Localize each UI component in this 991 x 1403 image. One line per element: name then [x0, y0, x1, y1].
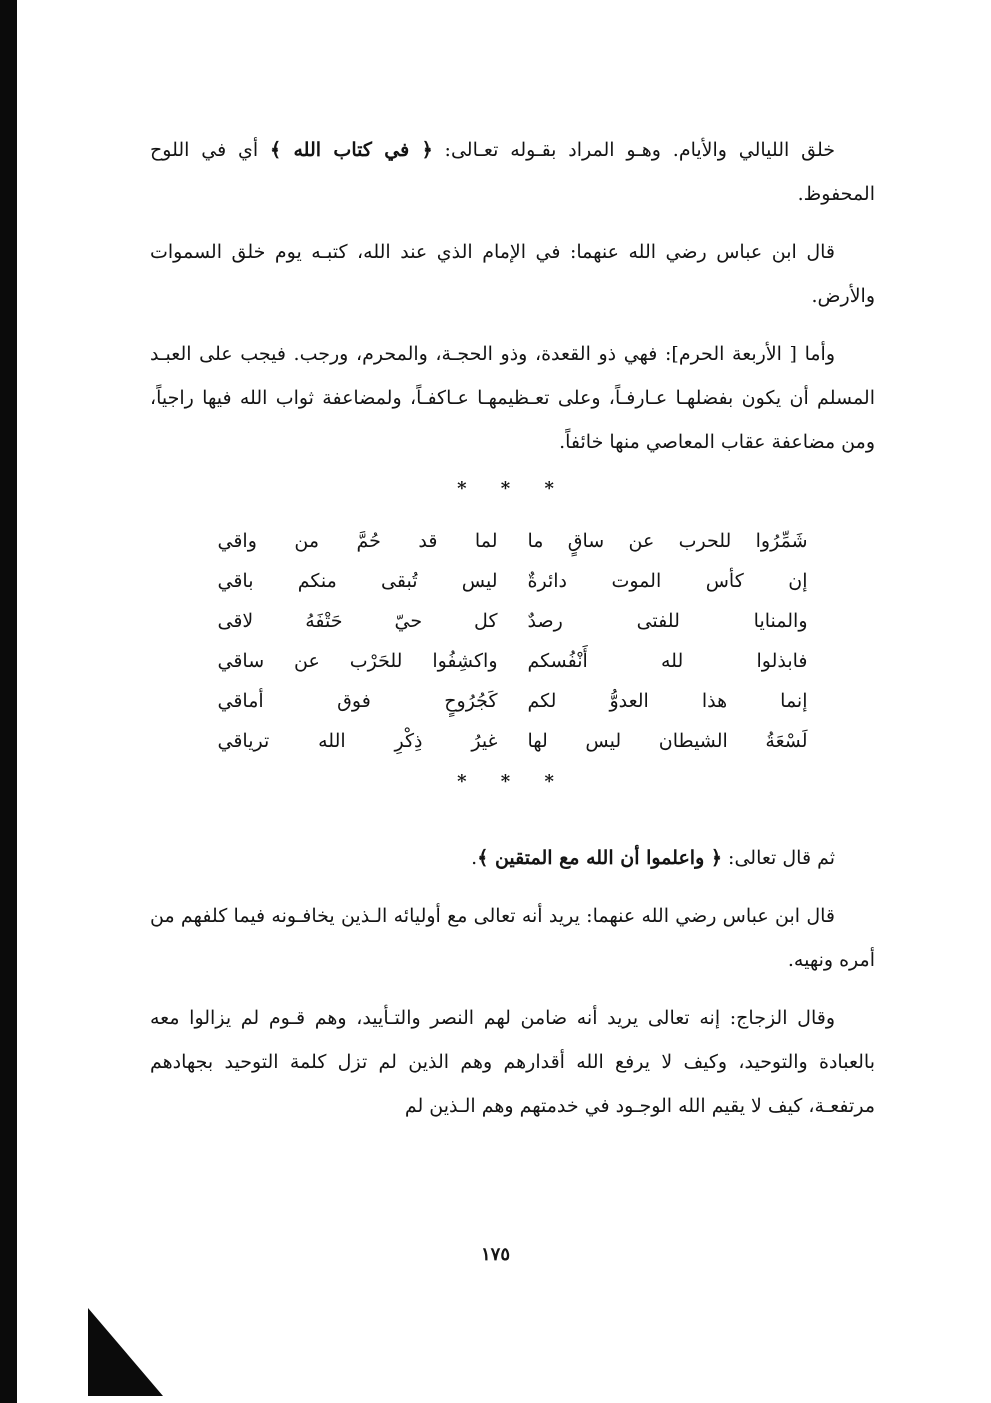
separator-stars: * * * — [457, 771, 568, 792]
verse-first-half: شَمِّرُوا للحرب عن ساقٍ ما — [527, 530, 808, 552]
paragraph-sacred-months: وأما [ الأربعة الحرم]: فهي ذو القعدة، وذو الحجـة، والمحرم، ورجب. فيجب على العبـد المسلم أن يكون بفضلهـا عـارفـاً، وعلى تعـظيمهـا عـاكفـاً، ولمضاعفة ثواب الله فيها راجياً، ومن مضاعفة عقاب المعاصي منها خائفاً. — [150, 343, 875, 453]
page-number: ١٧٥ — [480, 1244, 510, 1265]
quran-quote: ﴿ في كتاب الله ﴾ — [269, 139, 433, 161]
paragraph-muttaqin — [150, 836, 875, 880]
poem-verse — [218, 641, 808, 681]
verse-second-half: غيرُ ذِكْرِ الله ترياقي — [217, 730, 498, 752]
page-body — [150, 128, 875, 1142]
quran-quote: ﴿ واعلموا أن الله مع المتقين ﴾ — [477, 847, 722, 869]
scan-edge-bar — [0, 0, 17, 1403]
verse-first-half: فابذلوا لله أَنْفُسكم — [527, 650, 808, 672]
verse-second-half: كَجُرُوحٍ فوق أماقي — [217, 690, 498, 712]
paragraph-text: ثم قال تعالى: — [722, 847, 835, 869]
verse-second-half: لما قد حُمَّ من واقي — [217, 530, 498, 552]
paragraph-text: . — [471, 847, 478, 869]
paragraph-ibn-abbas-2: قال ابن عباس رضي الله عنهما: يريد أنه تعالى مع أوليائه الـذين يخافـونه فيما كلفهم من أمره ونهيه. — [150, 905, 875, 971]
paragraph-lawh — [150, 128, 875, 216]
paragraph-text: خلق الليالي والأيام. وهـو المراد بقـوله تعـالى: — [432, 139, 835, 161]
paragraph-ibn-abbas-1: قال ابن عباس رضي الله عنهما: في الإمام الذي عند الله، كتبـه يوم خلق السموات والأرض. — [150, 241, 875, 307]
poem-verse — [218, 721, 808, 761]
poem — [218, 521, 808, 761]
verse-second-half: ليس تُبقى منكم باقي — [217, 570, 498, 592]
poem-verse — [218, 561, 808, 601]
poem-verse — [218, 521, 808, 561]
separator-stars: * * * — [457, 478, 568, 499]
poem-verse — [218, 681, 808, 721]
poem-verse — [218, 601, 808, 641]
verse-first-half: إن كأس الموت دائرةٌ — [527, 570, 808, 592]
paragraph-text: أي في اللوح المحفوظ. — [150, 139, 875, 205]
verse-first-half: والمنايا للفتى رصدٌ — [527, 610, 808, 632]
verse-second-half: كل حيّ حَتْفَهُ لاقى — [217, 610, 498, 632]
verse-first-half: إنما هذا العدوُّ لكم — [527, 690, 808, 712]
verse-second-half: واكشِفُوا للحَرْب عن ساقي — [217, 650, 498, 672]
verse-first-half: لَسْعَةُ الشيطان ليس لها — [527, 730, 808, 752]
corner-triangle-mark — [88, 1308, 163, 1396]
paragraph-zajjaj: وقال الزجاج: إنه تعالى يريد أنه ضامن لهم النصر والتـأييد، وهم قـوم لم يزالوا معه بالعبادة والتوحيد، وكيف لا يرفع الله أقدارهم وهم الذين لم تزل كلمة التوحيد بجهادهم مرتفعـة، كيف لا يقيم الله الوجـود في خدمتهم وهم الـذين لم — [150, 1007, 875, 1117]
